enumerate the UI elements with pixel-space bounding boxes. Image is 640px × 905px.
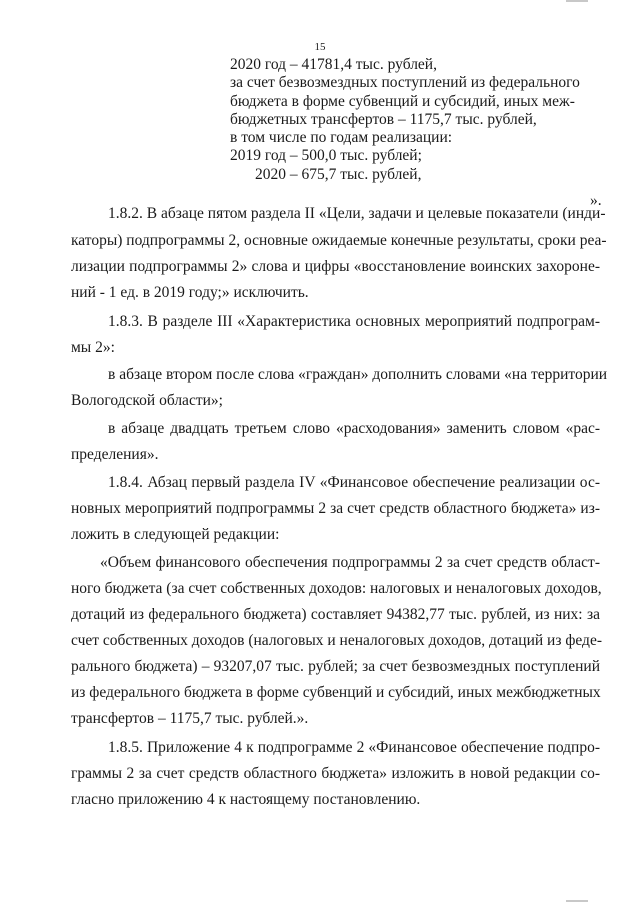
paragraph-line: каторы) подпрограммы 2, основные ожидаемые конечные результаты, сроки реа- <box>71 232 607 249</box>
page-number: 15 <box>314 41 326 53</box>
paragraph-line: мы 2»: <box>71 339 115 356</box>
finance-line: 2020 год – 41781,4 тыс. рублей, <box>230 56 437 73</box>
closing-quote: ». <box>590 192 602 209</box>
paragraph-line: гласно приложению 4 к настоящему постановлению. <box>71 791 421 808</box>
finance-line: бюджетных трансфертов – 1175,7 тыс. рублей, <box>230 110 537 128</box>
paragraph-line: трансфертов – 1175,7 тыс. рублей.». <box>71 710 309 727</box>
paragraph-line: ний - 1 ед. в 2019 году;» исключить. <box>71 284 309 301</box>
paragraph-line: в абзаце двадцать третьем слово «расходования» заменить словом «рас- <box>108 420 600 437</box>
paragraph-line: лизации подпрограммы 2» слова и цифры «восстановление воинских захороне- <box>71 258 600 275</box>
paragraph-line: в абзаце втором после слова «граждан» дополнить словами «на территории <box>108 366 608 383</box>
scan-artifact-top <box>566 0 588 2</box>
finance-line: 2019 год – 500,0 тыс. рублей; <box>230 147 422 165</box>
paragraph-line: «Объем финансового обеспечения подпрограммы 2 за счет средств област- <box>100 554 600 571</box>
paragraph-line: 1.8.5. Приложение 4 к подпрограмме 2 «Финансовое обеспечение подпро- <box>108 739 600 756</box>
finance-summary-block <box>230 56 580 184</box>
paragraph-line: из федерального бюджета в форме субвенций и субсидий, иных межбюджетных <box>71 684 601 701</box>
paragraph-line: граммы 2 за счет средств областного бюджета» изложить в новой редакции со- <box>71 765 600 782</box>
paragraph-line: ного бюджета (за счет собственных доходов: налоговых и неналоговых доходов, <box>71 580 602 597</box>
paragraph-line: пределения». <box>71 446 159 463</box>
paragraph-line: Вологодской области»; <box>71 392 223 409</box>
finance-line: за счет безвозмездных поступлений из федерального <box>230 74 580 92</box>
paragraph-line: ложить в следующей редакции: <box>71 526 280 543</box>
paragraph-line: дотаций из федерального бюджета) составляет 94382,77 тыс. рублей, из них: за <box>71 606 600 623</box>
paragraph-line: 1.8.4. Абзац первый раздела IV «Финансовое обеспечение реализации ос- <box>108 474 600 491</box>
paragraph-line: рального бюджета) – 93207,07 тыс. рублей; за счет безвозмездных поступлений <box>71 658 600 675</box>
paragraph-line: 1.8.3. В разделе III «Характеристика основных мероприятий подпрограм- <box>108 313 600 330</box>
paragraph-line: 1.8.2. В абзаце пятом раздела II «Цели, задачи и целевые показатели (инди- <box>108 205 606 222</box>
finance-line: 2020 – 675,7 тыс. рублей, <box>255 165 422 183</box>
paragraph-line: новных мероприятий подпрограммы 2 за счет средств областного бюджета» из- <box>71 500 600 517</box>
scan-artifact-bottom <box>566 900 588 902</box>
finance-line: в том числе по годам реализации: <box>230 129 453 147</box>
finance-line: бюджета в форме субвенций и субсидий, иных меж- <box>230 92 575 110</box>
paragraph-line: счет собственных доходов (налоговых и неналоговых доходов, дотаций из феде- <box>71 632 602 649</box>
